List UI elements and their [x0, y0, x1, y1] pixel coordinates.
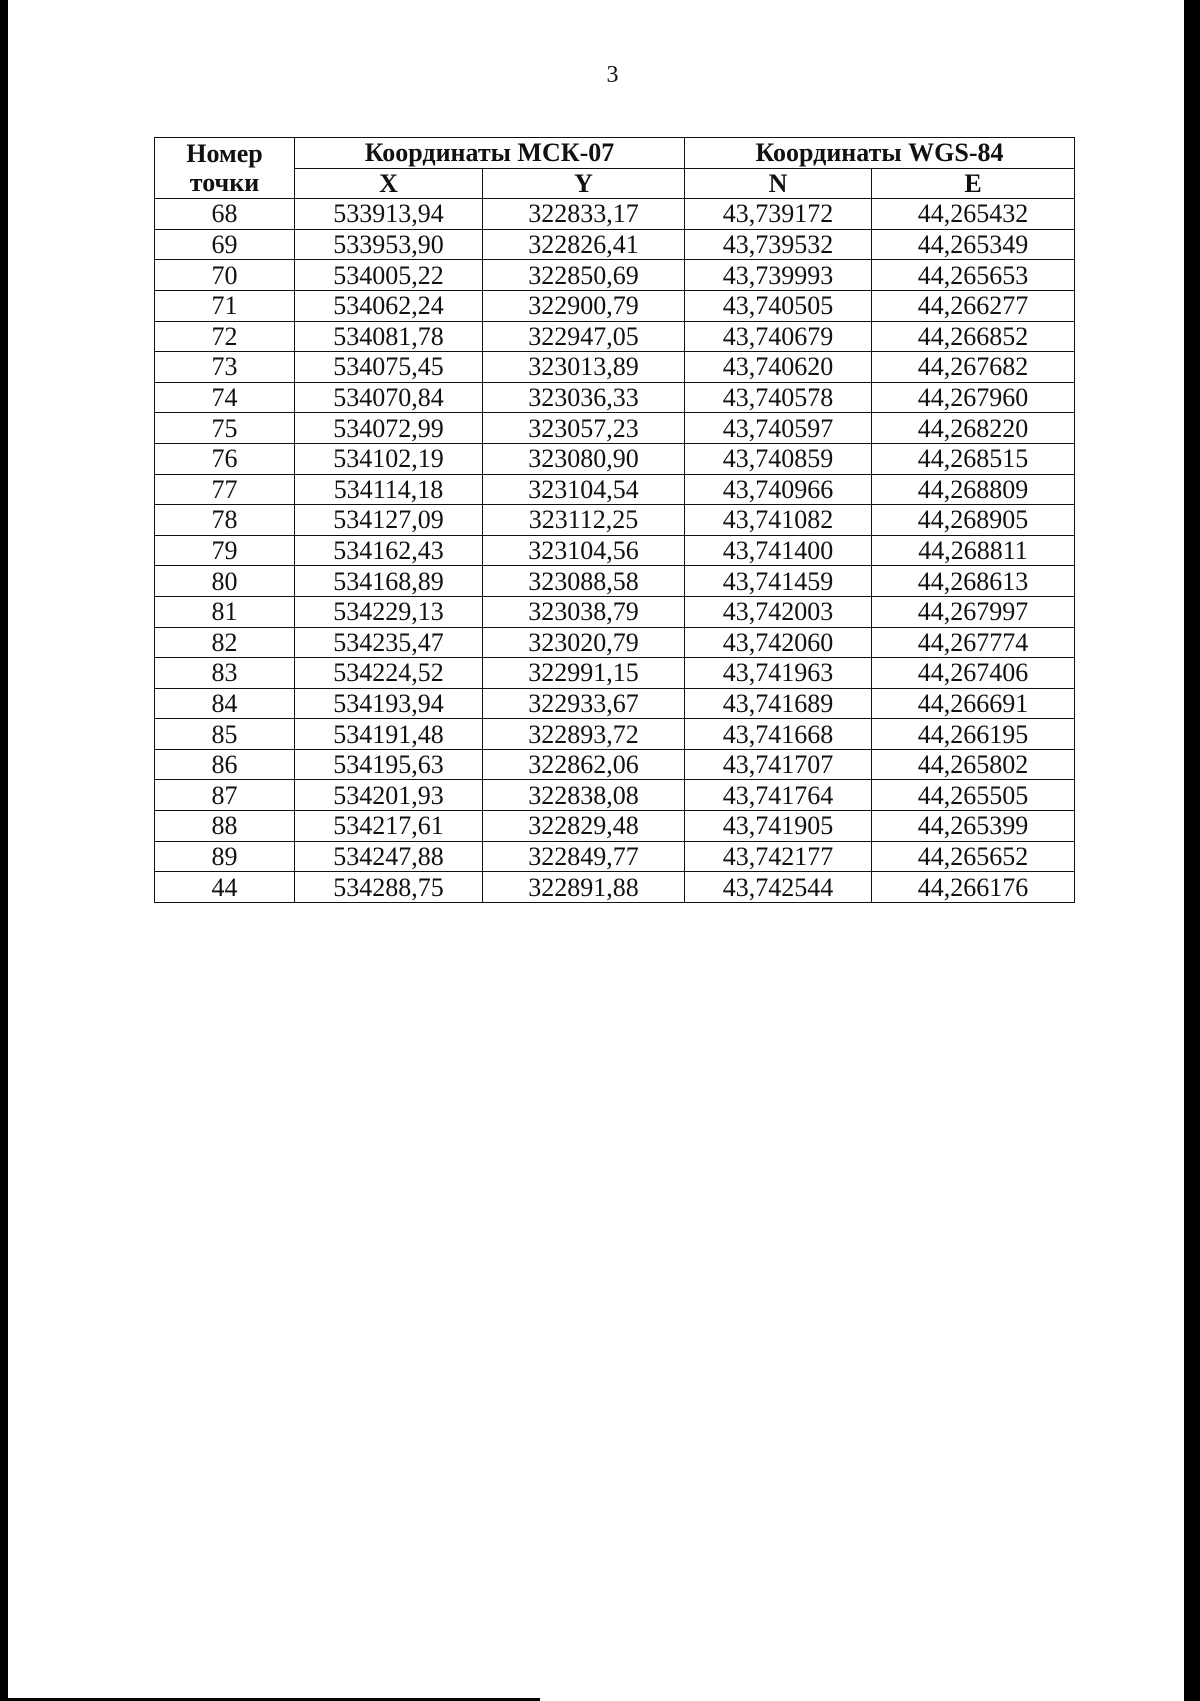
- table-row: [155, 382, 1075, 413]
- y-cell: 322833,17: [483, 199, 685, 230]
- table-row: [155, 443, 1075, 474]
- y-cell: 323038,79: [483, 596, 685, 627]
- point-number-cell: 79: [155, 535, 295, 566]
- e-cell: 44,267682: [872, 352, 1075, 383]
- y-cell: 322900,79: [483, 290, 685, 321]
- point-number-cell: 78: [155, 505, 295, 536]
- e-cell: 44,268809: [872, 474, 1075, 505]
- point-number-cell: 71: [155, 290, 295, 321]
- n-cell: 43,741764: [685, 780, 872, 811]
- coordinates-table: [154, 137, 1075, 903]
- table-row: [155, 352, 1075, 383]
- wgs-coordinates-header: Координаты WGS-84: [685, 138, 1075, 169]
- column-n-header: N: [685, 168, 872, 199]
- n-cell: 43,740620: [685, 352, 872, 383]
- n-cell: 43,739993: [685, 260, 872, 291]
- header-row-groups: [155, 138, 1075, 169]
- x-cell: 534070,84: [295, 382, 483, 413]
- point-number-cell: 76: [155, 443, 295, 474]
- table-row: [155, 566, 1075, 597]
- y-cell: 323020,79: [483, 627, 685, 658]
- table-row: [155, 872, 1075, 903]
- table-row: [155, 749, 1075, 780]
- x-cell: 534062,24: [295, 290, 483, 321]
- n-cell: 43,740578: [685, 382, 872, 413]
- x-cell: 534072,99: [295, 413, 483, 444]
- y-cell: 323112,25: [483, 505, 685, 536]
- point-number-header: [155, 138, 295, 199]
- point-number-cell: 80: [155, 566, 295, 597]
- table-row: [155, 321, 1075, 352]
- table-row: [155, 474, 1075, 505]
- e-cell: 44,266176: [872, 872, 1075, 903]
- point-number-cell: 85: [155, 719, 295, 750]
- x-cell: 534217,61: [295, 811, 483, 842]
- y-cell: 322893,72: [483, 719, 685, 750]
- n-cell: 43,740966: [685, 474, 872, 505]
- e-cell: 44,265802: [872, 749, 1075, 780]
- n-cell: 43,739532: [685, 229, 872, 260]
- x-cell: 534102,19: [295, 443, 483, 474]
- x-cell: 534201,93: [295, 780, 483, 811]
- n-cell: 43,741459: [685, 566, 872, 597]
- column-e-header: E: [872, 168, 1075, 199]
- table-row: [155, 596, 1075, 627]
- table-row: [155, 719, 1075, 750]
- x-cell: 534191,48: [295, 719, 483, 750]
- x-cell: 533953,90: [295, 229, 483, 260]
- point-number-cell: 83: [155, 658, 295, 689]
- page-number: 3: [606, 62, 619, 88]
- n-cell: 43,742060: [685, 627, 872, 658]
- e-cell: 44,268220: [872, 413, 1075, 444]
- x-cell: 534168,89: [295, 566, 483, 597]
- point-number-cell: 44: [155, 872, 295, 903]
- point-number-cell: 87: [155, 780, 295, 811]
- n-cell: 43,741082: [685, 505, 872, 536]
- y-cell: 323104,54: [483, 474, 685, 505]
- table-row: [155, 688, 1075, 719]
- point-number-cell: 69: [155, 229, 295, 260]
- e-cell: 44,265653: [872, 260, 1075, 291]
- point-number-cell: 81: [155, 596, 295, 627]
- e-cell: 44,265399: [872, 811, 1075, 842]
- point-number-cell: 84: [155, 688, 295, 719]
- table-row: [155, 229, 1075, 260]
- msk-coordinates-header: Координаты МСК-07: [295, 138, 685, 169]
- point-number-cell: 74: [155, 382, 295, 413]
- x-cell: 534081,78: [295, 321, 483, 352]
- table-row: [155, 811, 1075, 842]
- n-cell: 43,739172: [685, 199, 872, 230]
- y-cell: 323088,58: [483, 566, 685, 597]
- point-number-header-line1: Номер: [186, 139, 263, 169]
- n-cell: 43,741668: [685, 719, 872, 750]
- n-cell: 43,742544: [685, 872, 872, 903]
- n-cell: 43,740505: [685, 290, 872, 321]
- point-number-cell: 72: [155, 321, 295, 352]
- e-cell: 44,266195: [872, 719, 1075, 750]
- table-header: [155, 138, 1075, 199]
- y-cell: 323080,90: [483, 443, 685, 474]
- e-cell: 44,268515: [872, 443, 1075, 474]
- point-number-cell: 88: [155, 811, 295, 842]
- e-cell: 44,265432: [872, 199, 1075, 230]
- point-number-cell: 82: [155, 627, 295, 658]
- y-cell: 323057,23: [483, 413, 685, 444]
- point-number-header-line2: точки: [189, 168, 260, 198]
- y-cell: 322850,69: [483, 260, 685, 291]
- x-cell: 534127,09: [295, 505, 483, 536]
- y-cell: 322891,88: [483, 872, 685, 903]
- n-cell: 43,741689: [685, 688, 872, 719]
- y-cell: 322838,08: [483, 780, 685, 811]
- e-cell: 44,265349: [872, 229, 1075, 260]
- x-cell: 534195,63: [295, 749, 483, 780]
- x-cell: 534247,88: [295, 841, 483, 872]
- point-number-cell: 89: [155, 841, 295, 872]
- table-row: [155, 290, 1075, 321]
- e-cell: 44,268811: [872, 535, 1075, 566]
- point-number-cell: 77: [155, 474, 295, 505]
- scan-left-edge: [0, 0, 8, 1701]
- e-cell: 44,266277: [872, 290, 1075, 321]
- point-number-cell: 73: [155, 352, 295, 383]
- point-number-cell: 70: [155, 260, 295, 291]
- e-cell: 44,266852: [872, 321, 1075, 352]
- e-cell: 44,267774: [872, 627, 1075, 658]
- point-number-cell: 75: [155, 413, 295, 444]
- x-cell: 534162,43: [295, 535, 483, 566]
- x-cell: 534235,47: [295, 627, 483, 658]
- table-row: [155, 413, 1075, 444]
- y-cell: 322991,15: [483, 658, 685, 689]
- point-number-cell: 68: [155, 199, 295, 230]
- e-cell: 44,266691: [872, 688, 1075, 719]
- table-row: [155, 199, 1075, 230]
- n-cell: 43,740679: [685, 321, 872, 352]
- y-cell: 322829,48: [483, 811, 685, 842]
- n-cell: 43,741400: [685, 535, 872, 566]
- y-cell: 322947,05: [483, 321, 685, 352]
- column-y-header: Y: [483, 168, 685, 199]
- table-row: [155, 505, 1075, 536]
- scan-right-edge: [1184, 0, 1200, 1701]
- y-cell: 322826,41: [483, 229, 685, 260]
- e-cell: 44,267997: [872, 596, 1075, 627]
- e-cell: 44,268905: [872, 505, 1075, 536]
- n-cell: 43,740597: [685, 413, 872, 444]
- table-row: [155, 627, 1075, 658]
- y-cell: 323036,33: [483, 382, 685, 413]
- table-row: [155, 658, 1075, 689]
- point-number-cell: 86: [155, 749, 295, 780]
- table-row: [155, 780, 1075, 811]
- y-cell: 322849,77: [483, 841, 685, 872]
- e-cell: 44,265652: [872, 841, 1075, 872]
- x-cell: 534005,22: [295, 260, 483, 291]
- x-cell: 533913,94: [295, 199, 483, 230]
- e-cell: 44,267406: [872, 658, 1075, 689]
- table-row: [155, 841, 1075, 872]
- y-cell: 323104,56: [483, 535, 685, 566]
- n-cell: 43,741707: [685, 749, 872, 780]
- x-cell: 534288,75: [295, 872, 483, 903]
- table-row: [155, 535, 1075, 566]
- e-cell: 44,267960: [872, 382, 1075, 413]
- x-cell: 534193,94: [295, 688, 483, 719]
- n-cell: 43,742177: [685, 841, 872, 872]
- y-cell: 323013,89: [483, 352, 685, 383]
- table-row: [155, 260, 1075, 291]
- n-cell: 43,740859: [685, 443, 872, 474]
- e-cell: 44,268613: [872, 566, 1075, 597]
- x-cell: 534075,45: [295, 352, 483, 383]
- y-cell: 322862,06: [483, 749, 685, 780]
- y-cell: 322933,67: [483, 688, 685, 719]
- n-cell: 43,741905: [685, 811, 872, 842]
- n-cell: 43,741963: [685, 658, 872, 689]
- x-cell: 534229,13: [295, 596, 483, 627]
- table-body: [155, 199, 1075, 903]
- e-cell: 44,265505: [872, 780, 1075, 811]
- column-x-header: X: [295, 168, 483, 199]
- x-cell: 534114,18: [295, 474, 483, 505]
- n-cell: 43,742003: [685, 596, 872, 627]
- x-cell: 534224,52: [295, 658, 483, 689]
